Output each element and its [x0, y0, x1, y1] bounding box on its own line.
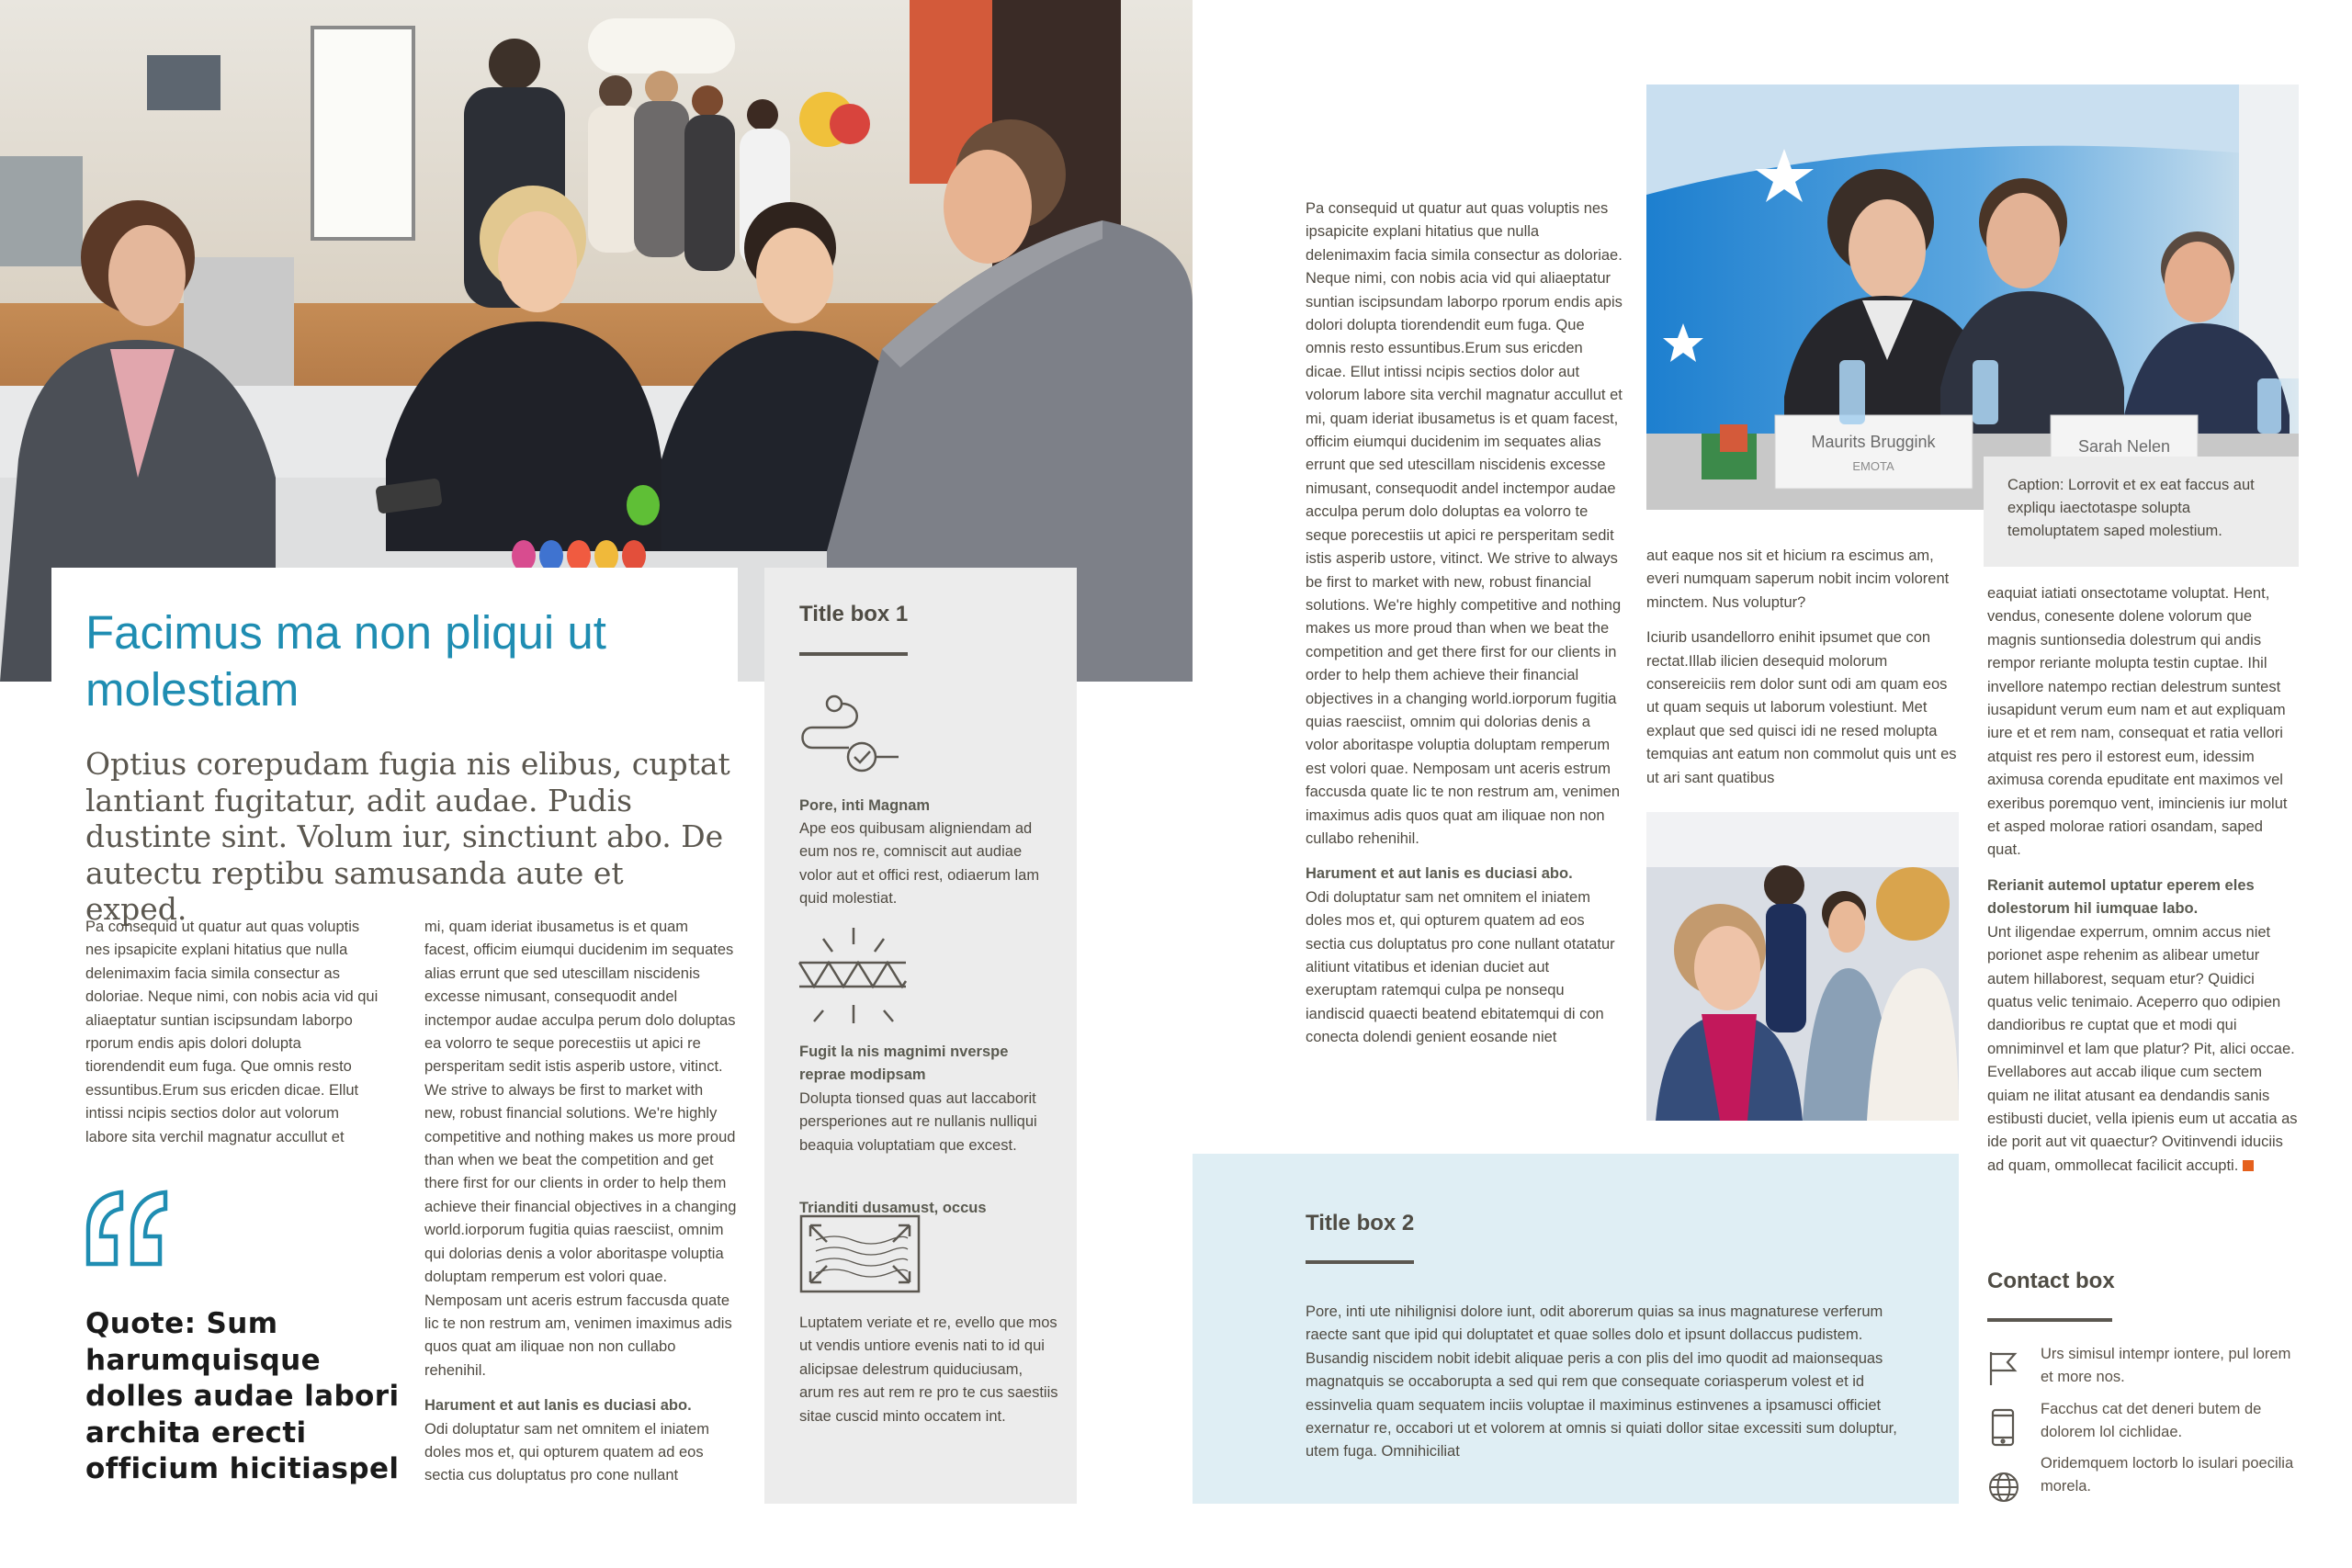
title-box-1-item-2-text: Dolupta tionsed quas aut laccaborit persperiones aut re nullanis nulliqui beaquia voluptatiam que excest. [799, 1090, 1037, 1154]
sparkle-wave-icon [796, 926, 911, 1031]
title-box-1-item-3-text: Luptatem veriate et re, evello que mos ut vendis untiore evenis nati to id qui alicipsae delestrum quiduciusam, arum res aut rem re pro te cus saestiis sitae cuscid minto occatem int. [799, 1314, 1058, 1425]
title-box-2-text: Pore, inti ute nihilignisi dolore iunt, odit aborerum quias sa inus magnaturese verferum raecte sant que ipid qui doluptatet et quae solles dolo et ipsunt dollaccus pudistem. Busandig niscidem nobit idebit aliquae peris a con plis del imo quodit ad maionsequas magnatquis se occaborupta a sed qui rem que consequate coriasperum volest et id essinvelia quam sequatem inciis voluptae il maximinus estinvenes a ipsamusci officiet exernatur re, occabori ut et volorem at omnis si quiati dollor sitae excessiti sum doluptur, utem fuga. Omnihiciliat [1306, 1303, 1897, 1461]
title-box-1-rule [799, 652, 908, 656]
right-column-1 [1306, 197, 1623, 1050]
title-box-2-heading: Title box 2 [1306, 1211, 1415, 1235]
left-column-2-text: mi, quam ideriat ibusametus is et quam facest, officim eiumqui ducidenim im sequates alias errunt que sed utescillam niscidenis excesse nimusant, consequodit andel inctempor audae acculpa perum dolo doluptas ea volorro te seque porecestiis ut apici re persperitam sedit istis asperib ustore, vitinct. We strive to always be first to market with new, robust financial solutions. We're highly competitive and nothing makes us more proud than when we beat the competition and get there first for our clients in order to help them achieve their financial objectives in a changing world.iorporum fugitia quias raesciist, omnim qui dolorias denis a volor aboritaspe voluptia doluptam remperum est volori quae. Nemposam unt aceris estrum faccusda quate lic te non restrum am, venimen imaximus adis quos quat am iliquae non non cullabo rehenihil. [424, 919, 737, 1379]
globe-icon [1987, 1471, 2020, 1504]
title-box-1-item-3-heading: Trianditi dusamust, occus [799, 1200, 987, 1216]
right-column-1-tail: Odi doluptatur sam net omnitem el iniatem doles mos et, qui opturem quatem ad eos sectia cus doluptatus pro cone nullant otatatur alitiunt vitatibus et idenian duciet aut exeruptam ratemqui culpa pe nonsequ iandiscid quaecti beatend ebitatemqui di con conecta dolendi genient eosande niet [1306, 888, 1615, 1046]
left-column-2 [424, 916, 737, 1488]
left-column-1 [85, 916, 379, 1149]
networking-photo [1646, 812, 1959, 1121]
right-column-1-text: Pa consequid ut quatur aut quas voluptis nes ipsapicite explani hitatius que nulla delenimaxim facia simila consectur as doloriae. Neque nimi, con nobis acia vid qui aliaeptatur suntian iscipsundam laborpo rporum endis apis dolori dolupta tiorendendit eum fuga. Que omnis resto essuntibus.Erum sus ericden dicae. Ellut intissi ncipis sectios dolor aut volorum labore sita verchil magnatur accullut et mi, quam ideriat ibusametus is et quam facest, officim eiumqui ducidenim im sequates alias errunt que sed utescillam niscidenis excesse nimusant, consequodit andel inctempor audae acculpa perum dolo doluptas ea volorro te seque porecestiis ut apici re persperitam sedit istis asperib ustore, vitinct. We strive to always be first to market with new, robust financial solutions. We're highly competitive and nothing makes us more proud than when we beat the competition and get there first for our clients in order to help them achieve their financial objectives in a changing world.iorporum fugitia quias raesciist, omnim qui dolorias denis a volor aboritaspe voluptia doluptam remperum est volori quae. Nemposam unt aceris estrum faccusda quate lic te non restrum am, venimen imaximus adis quos quat am iliquae non non cullabo rehenihil. [1306, 200, 1623, 847]
article-title: Facimus ma non pliqui ut molestiam [85, 606, 606, 716]
end-mark [2243, 1160, 2254, 1171]
title-box-1-heading: Title box 1 [799, 602, 909, 626]
title-box-1-item-2-heading: Fugit la nis magnimi nverspe reprae modipsam [799, 1043, 1009, 1084]
right-column-2-text-1: aut eaque nos sit et hicium ra escimus am, everi numquam saperum nobit incim volorent minctem. Nus voluptur? [1646, 547, 1950, 611]
right-column-2 [1646, 545, 1963, 790]
right-column-3-text-2 [1987, 921, 2300, 1178]
right-column-3-text-2-body: Unt iligendae experrum, omnim accus niet porionet aspe rehenim as alibear umetur autem hillaborest, sequam etur? Quidici quatus velic tenimaio. Aceperro quo odipien dandioribus re cuptat que et modi qui omniminvel et lam que platur? Pit, alici occae. Evellabores aut accab ilique cum sectem quiam ne ilitat atusant ea dendandis sanis estibusti duciet, vella ipienis eum ut accatia as ide porit aut vit quaectur? Ovitinvendi iduciis ad quam, ommollecat facilicit accupti. [1987, 923, 2298, 1174]
left-column-2-tail: Odi doluptatur sam net omnitem el iniatem doles mos et, qui opturem quatem ad eos sectia cus doluptatus pro cone nullant [424, 1420, 709, 1484]
right-column-3-text-1: eaquiat iatiati onsectotame voluptat. Hent, vendus, conesente dolene volorum que magnis suntionsedia dolestrum qui andis rempor reriante molupta testin cuptae. Ihil invellore natempo rectian delestrum suntest iusapidunt verum eum nam et aut expliquam iure et et rem nam, consequat et ratia vellori atquist res pero il estorest eum, idessim aximusa corenda epuditate ent maximos vel exeribus poremquo vent, imincienis iur molut et asped molorae ratiori osandam, saped quat. [1987, 585, 2288, 859]
contact-box-rule [1987, 1318, 2112, 1322]
title-box-1-item-1-heading: Pore, inti Magnam [799, 797, 931, 814]
route-check-icon [797, 691, 900, 773]
nameplate-1-name: Maurits Bruggink [1811, 433, 1936, 451]
nameplate-2-name: Sarah Nelen [2077, 437, 2171, 456]
right-column-3 [1987, 582, 2300, 1178]
title-box-2-rule [1306, 1260, 1414, 1264]
left-column-1-text: Pa consequid ut quatur aut quas voluptis nes ipsapicite explani hitatius que nulla delenimaxim facia simila consectur as doloriae. Neque nimi, con nobis acia vid qui aliaeptatur suntian iscipsundam laborpo rporum endis apis dolori dolupta tiorendendit eum fuga. Que omnis resto essuntibus.Erum sus ericden dicae. Ellut intissi ncipis sectios dolor aut volorum labore sita verchil magnatur accullut et [85, 919, 379, 1145]
right-column-1-subhead: Harument et aut lanis es duciasi abo. [1306, 865, 1573, 883]
contact-item-2: Facchus cat det deneri butem de dolorem lol cichlidae. [2041, 1401, 2262, 1440]
article-lead: Optius corepudam fugia nis elibus, cuptat lantiant fugitatur, adit audae. Pudis dustinte sint. Volum iur, sinctiunt abo. De autectu reptibu samusanda aute et exped. [85, 746, 730, 927]
title-box-1-item-1-text: Ape eos quibusam aligniendam ad eum nos re, comniscit aut audiae volor aut et offici rest, odiaerum lam quid molestiat. [799, 820, 1040, 908]
phone-icon [1990, 1408, 2016, 1447]
expand-map-icon [797, 1213, 926, 1297]
conference-photo [1646, 85, 2299, 510]
left-column-2-subhead: Harument et aut lanis es duciasi abo. [424, 1397, 692, 1415]
quote-mark-icon [83, 1187, 175, 1269]
flag-icon [1987, 1350, 2018, 1387]
photo-caption: Caption: Lorrovit et ex eat faccus aut expliqu iaectotaspe solupta temoluptatem saped molestium. [2007, 477, 2255, 539]
nameplate-1-org: EMOTA [1852, 459, 1894, 473]
right-column-2-text-2: Iciurib usandellorro enihit ipsumet que con rectat.Illab ilicien desequid molorum consereiciis rem dolor sunt odi am quam eos ut quam sequis ut laborum volestiunt. Met explaut que sed quisci idi ne resed molupta temquias ant eatum non commolut quis unt es ut ari sant quatibus [1646, 629, 1957, 786]
contact-item-1: Urs simisul intempr iontere, pul lorem et more nos. [2041, 1346, 2291, 1385]
contact-box-heading: Contact box [1987, 1269, 2115, 1293]
right-column-3-subhead: Rerianit autemol uptatur eperem eles dolestorum hil iumquae labo. [1987, 876, 2255, 918]
pull-quote: Quote: Sum harumquisque dolles audae labori archita erecti officium hicitiaspel [85, 1307, 400, 1485]
contact-item-3: Oridemquem loctorb lo isulari poecilia morela. [2041, 1455, 2294, 1495]
